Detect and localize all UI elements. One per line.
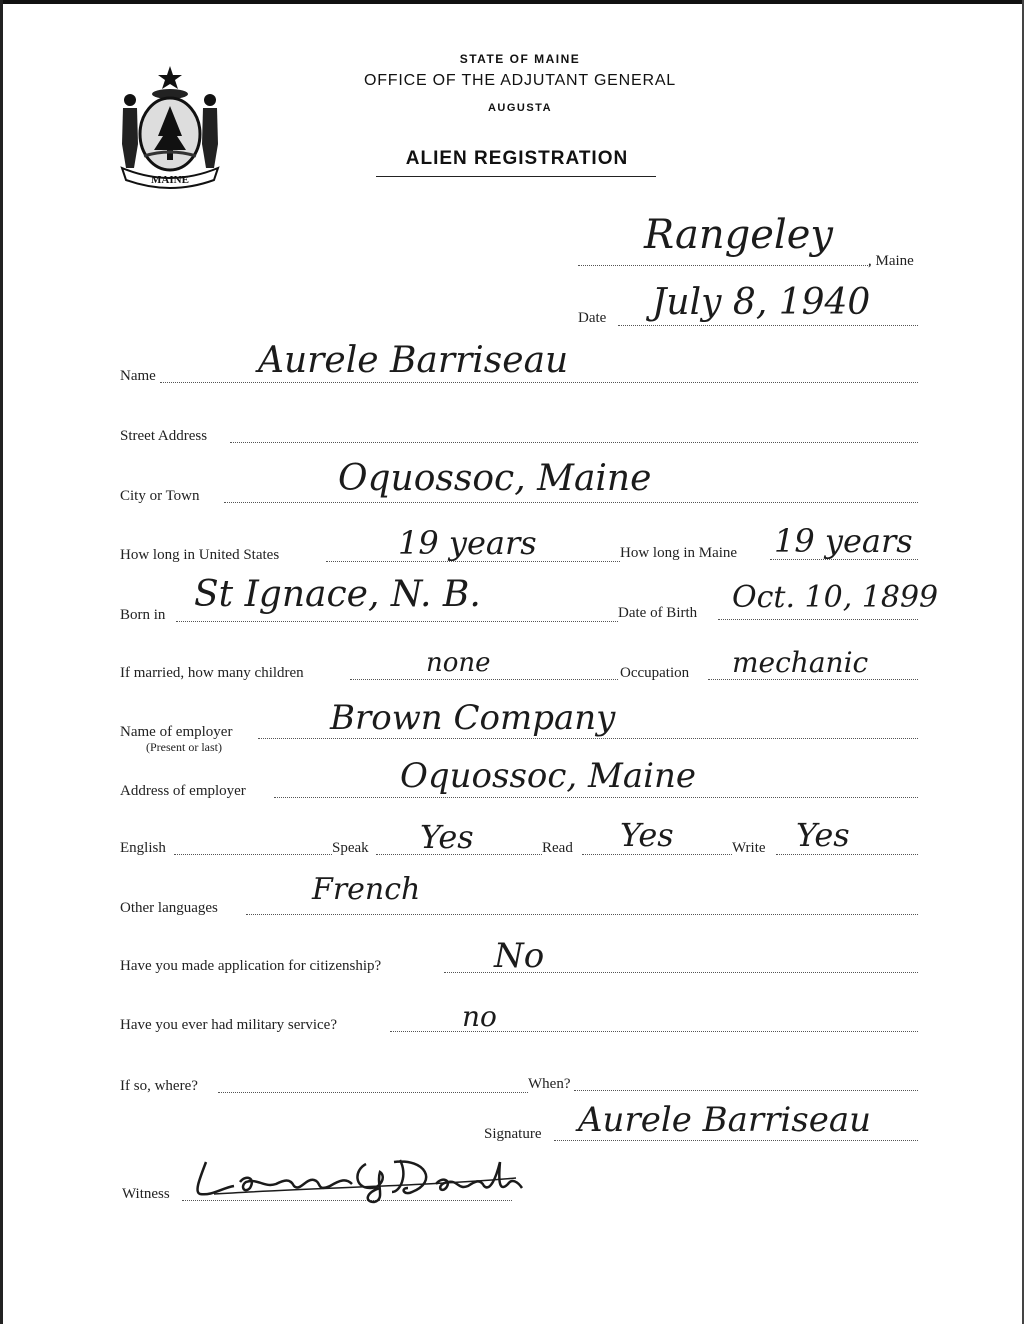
date-label: Date bbox=[578, 310, 607, 326]
header-city: AUGUSTA bbox=[487, 102, 553, 114]
write-line bbox=[776, 854, 918, 855]
state-seal-icon bbox=[114, 64, 226, 190]
when-line bbox=[574, 1090, 918, 1091]
form-title: ALIEN REGISTRATION bbox=[405, 148, 629, 169]
employer-line bbox=[258, 738, 918, 739]
name-label: Name bbox=[120, 368, 156, 384]
date-of-birth-value: Oct. 10, 1899 bbox=[732, 580, 939, 615]
name-line bbox=[160, 382, 918, 383]
english-label: English bbox=[120, 840, 166, 856]
city-label: City or Town bbox=[120, 488, 200, 504]
other-languages-value: French bbox=[312, 872, 421, 907]
svg-text:MAINE: MAINE bbox=[151, 174, 189, 186]
occupation-label: Occupation bbox=[620, 665, 690, 681]
children-value: none bbox=[426, 648, 491, 678]
where-line bbox=[218, 1092, 528, 1093]
when-label: When? bbox=[528, 1076, 571, 1092]
read-line bbox=[582, 854, 732, 855]
military-value: no bbox=[462, 1000, 497, 1033]
military-label: Have you ever had military service? bbox=[120, 1017, 337, 1033]
street-address-line bbox=[230, 442, 918, 443]
how-long-us-label: How long in United States bbox=[120, 547, 280, 563]
city-value: Oquossoc, Maine bbox=[338, 458, 652, 499]
occupation-value: mechanic bbox=[732, 646, 869, 679]
read-value: Yes bbox=[620, 816, 674, 854]
employer-label: Name of employer bbox=[120, 724, 233, 740]
how-long-maine-value: 19 years bbox=[774, 522, 913, 560]
date-value: July 8, 1940 bbox=[652, 282, 871, 323]
witness-signature-icon bbox=[186, 1148, 526, 1204]
write-value: Yes bbox=[796, 816, 850, 854]
children-label: If married, how many children bbox=[120, 665, 304, 681]
header-office: OFFICE OF THE ADJUTANT GENERAL bbox=[363, 72, 677, 89]
employer-value: Brown Company bbox=[330, 698, 616, 738]
scan-edge-left bbox=[0, 0, 3, 1324]
town-value: Rangeley bbox=[644, 212, 833, 258]
title-underline bbox=[376, 176, 656, 177]
street-address-label: Street Address bbox=[120, 428, 208, 444]
read-label: Read bbox=[542, 840, 573, 856]
date-line bbox=[618, 325, 918, 326]
maine-label: , Maine bbox=[868, 253, 914, 269]
children-line bbox=[350, 679, 618, 680]
occupation-line bbox=[708, 679, 918, 680]
citizenship-label: Have you made application for citizenship? bbox=[120, 958, 382, 974]
born-in-value: St Ignace, N. B. bbox=[194, 574, 481, 615]
where-label: If so, where? bbox=[120, 1078, 198, 1094]
city-line bbox=[224, 502, 918, 503]
date-of-birth-line bbox=[718, 619, 918, 620]
speak-label: Speak bbox=[332, 840, 369, 856]
how-long-us-value: 19 years bbox=[398, 524, 537, 562]
signature-label: Signature bbox=[484, 1126, 542, 1142]
employer-address-value: Oquossoc, Maine bbox=[400, 756, 697, 796]
header-state: STATE OF MAINE bbox=[459, 52, 581, 66]
speak-value: Yes bbox=[420, 818, 474, 856]
english-line bbox=[174, 854, 332, 855]
scan-edge-top bbox=[0, 0, 1024, 4]
employer-address-line bbox=[274, 797, 918, 798]
employer-address-label: Address of employer bbox=[120, 783, 246, 799]
other-languages-label: Other languages bbox=[120, 900, 218, 916]
born-in-label: Born in bbox=[120, 607, 166, 623]
born-in-line bbox=[176, 621, 618, 622]
town-line bbox=[578, 265, 870, 266]
date-of-birth-label: Date of Birth bbox=[618, 605, 698, 621]
citizenship-value: No bbox=[494, 936, 545, 976]
name-value: Aurele Barriseau bbox=[258, 340, 569, 381]
how-long-maine-label: How long in Maine bbox=[620, 545, 738, 561]
write-label: Write bbox=[732, 840, 766, 856]
signature-value: Aurele Barriseau bbox=[578, 1100, 872, 1140]
employer-note: (Present or last) bbox=[146, 740, 222, 754]
other-languages-line bbox=[246, 914, 918, 915]
signature-line bbox=[554, 1140, 918, 1141]
witness-label: Witness bbox=[122, 1186, 170, 1202]
